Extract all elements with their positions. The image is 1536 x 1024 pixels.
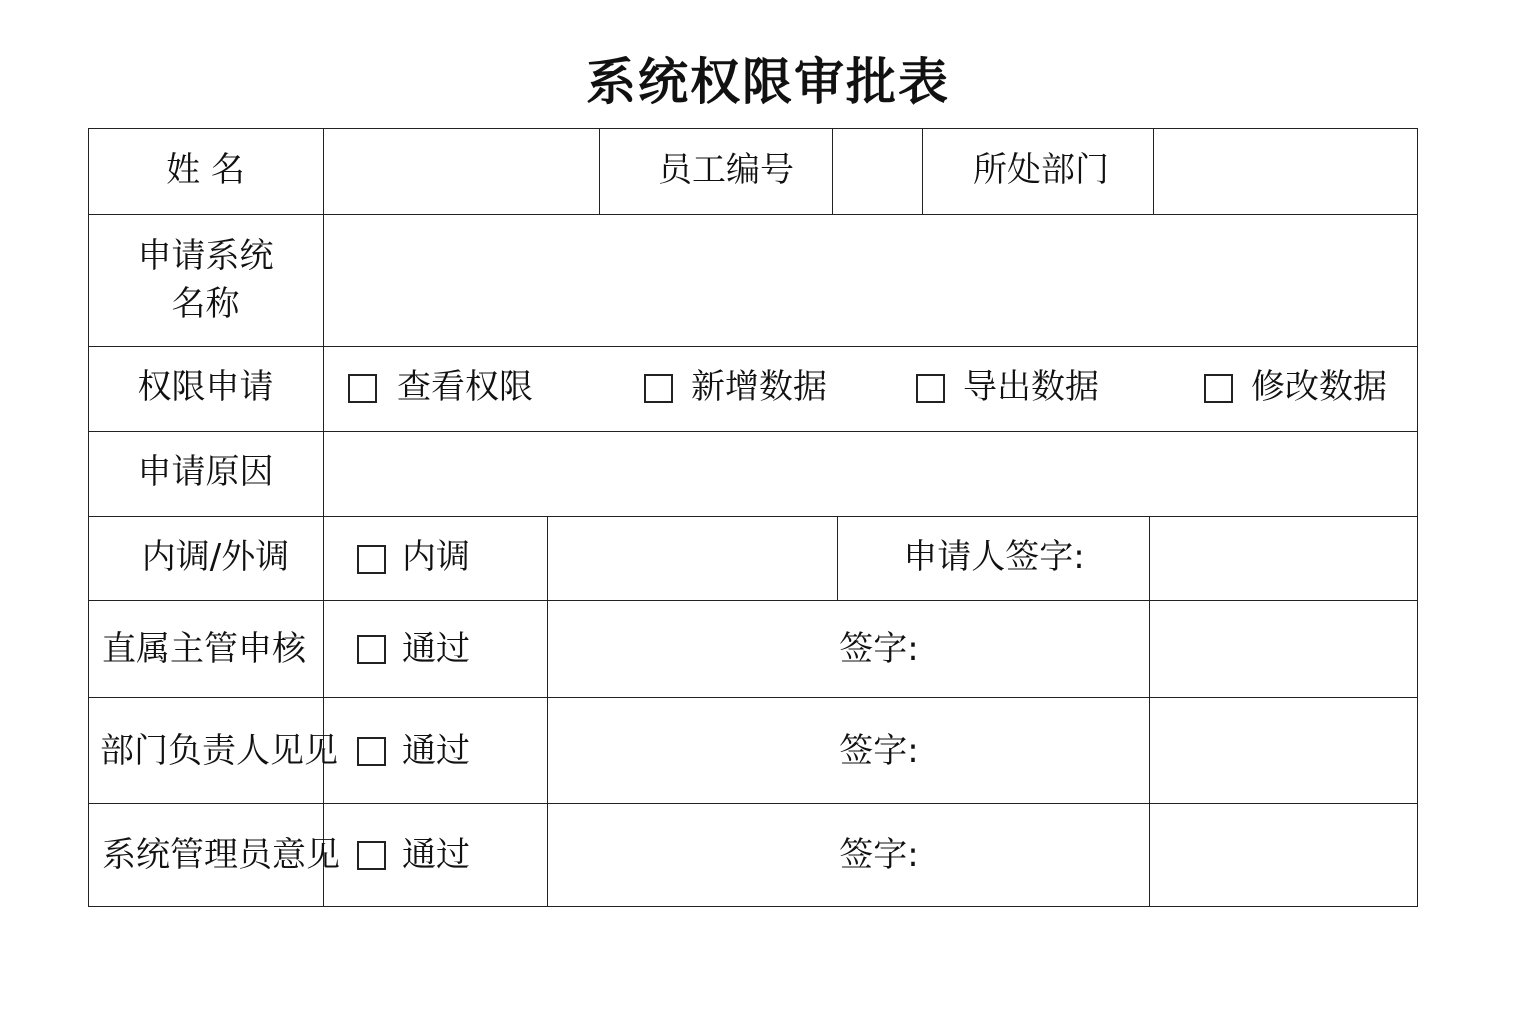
dept-head-signature-label: 签字: [839, 731, 919, 771]
department-field[interactable] [1155, 130, 1416, 213]
supervisor-review-label: 直属主管申核 [102, 629, 306, 669]
supervisor-signature-label: 签字: [839, 629, 919, 669]
admin-approve-label: 通过 [402, 835, 470, 875]
modify-data-checkbox[interactable] [1204, 374, 1233, 403]
transfer-type-label: 内调/外调 [141, 537, 290, 577]
column-divider [323, 128, 324, 907]
applicant-signature-field[interactable] [1151, 518, 1416, 599]
column-divider [922, 128, 923, 214]
department-label: 所处部门 [973, 150, 1109, 190]
transfer-detail-field[interactable] [549, 518, 836, 599]
row-divider [88, 516, 1418, 517]
supervisor-approve-label: 通过 [402, 629, 470, 669]
view-permission-label: 查看权限 [397, 367, 533, 407]
column-divider [547, 516, 548, 907]
applicant-signature-label: 申请人签字: [903, 537, 1085, 577]
internal-transfer-checkbox[interactable] [357, 545, 386, 574]
system-name-label-line2: 名称 [171, 284, 240, 324]
permission-request-label: 权限申请 [137, 367, 274, 407]
dept-head-signature-field[interactable] [1151, 699, 1416, 802]
admin-opinion-label: 系统管理员意见 [102, 835, 340, 875]
column-divider [599, 128, 600, 214]
modify-data-label: 修改数据 [1251, 367, 1387, 407]
export-data-checkbox[interactable] [916, 374, 945, 403]
add-data-label: 新增数据 [691, 367, 827, 407]
row-divider [88, 431, 1418, 432]
dept-head-opinion-label: 部门负责人见见 [100, 731, 338, 771]
employee-id-label: 员工编号 [658, 150, 794, 190]
reason-label: 申请原因 [137, 452, 274, 492]
supervisor-approve-checkbox[interactable] [357, 635, 386, 664]
admin-approve-checkbox[interactable] [357, 841, 386, 870]
row-divider [88, 697, 1418, 698]
supervisor-signature-field[interactable] [1151, 602, 1416, 696]
add-data-checkbox[interactable] [644, 374, 673, 403]
row-divider [88, 803, 1418, 804]
admin-signature-label: 签字: [839, 835, 919, 875]
row-divider [88, 600, 1418, 601]
view-permission-checkbox[interactable] [348, 374, 377, 403]
employee-id-field[interactable] [834, 130, 921, 213]
name-label: 姓 名 [166, 150, 245, 190]
form-title: 系统权限审批表 [586, 53, 950, 111]
internal-transfer-label: 内调 [402, 537, 470, 577]
system-name-field[interactable] [325, 216, 1416, 345]
column-divider [837, 516, 838, 600]
row-divider [88, 346, 1418, 347]
admin-signature-field[interactable] [1151, 805, 1416, 905]
name-field[interactable] [325, 130, 598, 213]
row-divider [88, 214, 1418, 215]
system-name-label-line1: 申请系统 [137, 236, 274, 276]
dept-head-approve-label: 通过 [402, 731, 470, 771]
dept-head-approve-checkbox[interactable] [357, 737, 386, 766]
reason-field[interactable] [325, 433, 1416, 515]
export-data-label: 导出数据 [963, 367, 1099, 407]
